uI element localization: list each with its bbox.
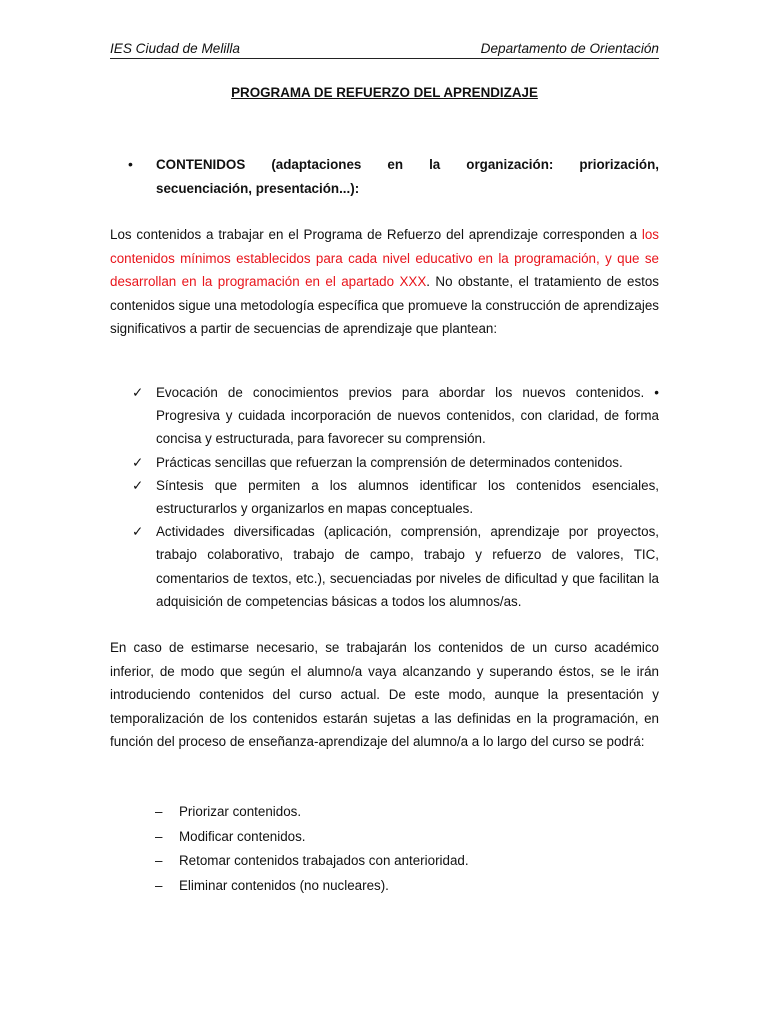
list-item-text: Retomar contenidos trabajados con anterioridad.: [179, 853, 469, 868]
dash-icon: –: [155, 853, 163, 868]
list-item: [110, 849, 659, 874]
list-item: [110, 451, 659, 474]
list-item-text: Priorizar contenidos.: [179, 804, 302, 819]
list-item: [110, 381, 659, 451]
list-item-text: Modificar contenidos.: [179, 828, 306, 844]
intro-text-start: Los contenidos a trabajar en el Programa de Refuerzo del aprendizaje corresponden a: [110, 227, 642, 242]
page-header: [110, 40, 659, 59]
section-heading: [110, 153, 659, 200]
list-item-text: Eliminar contenidos (no nucleares).: [179, 877, 389, 893]
list-item: [110, 800, 659, 825]
intro-paragraph: [110, 223, 659, 341]
section-heading-text: [156, 153, 659, 200]
intro-text-end: . No obstante, el tratamiento de estos contenidos sigue una metodología específica que promueve la construcción de aprendizajes significativos a partir de secuencias de aprendizaje que plantean:: [110, 274, 659, 336]
dash-list: [110, 800, 659, 898]
section-heading-line2: secuenciación, presentación...):: [156, 180, 360, 196]
intro-highlight: los contenidos mínimos establecidos para cada nivel educativo en la programación, y que se desarrollan en la programación en el apartado XXX: [110, 227, 659, 289]
section-heading-line1: CONTENIDOS (adaptaciones en la organización: priorización,: [156, 157, 659, 172]
list-item-text: Síntesis que permiten a los alumnos identificar los contenidos esenciales, estructurarlos y organizarlos en mapas conceptuales.: [156, 477, 659, 517]
second-paragraph: En caso de estimarse necesario, se trabajarán los contenidos de un curso académico inferior, de modo que según el alumno/a vaya alcanzando y superando éstos, se le irán introduciendo contenidos del curso actual. De este modo, aunque la presentación y temporalización de los contenidos estarán sujetas a las definidas en la programación, en función del proceso de enseñanza-aprendizaje del alumno/a a lo largo del curso se podrá:: [110, 640, 659, 749]
checkmark-icon: ✓: [132, 454, 144, 470]
checkmark-icon: ✓: [132, 385, 144, 400]
header-department: Departamento de Orientación: [480, 41, 659, 56]
dash-icon: –: [155, 828, 163, 844]
list-item: [110, 825, 659, 850]
bullet-icon: •: [128, 156, 133, 172]
list-item-text: Evocación de conocimientos previos para abordar los nuevos contenidos. • Progresiva y cuidada incorporación de nuevos contenidos, con claridad, de forma concisa y estructurada, para favorecer su comprensión.: [156, 385, 659, 447]
list-item: [110, 474, 659, 520]
checkmark-icon: ✓: [132, 524, 144, 540]
list-item-text: Prácticas sencillas que refuerzan la comprensión de determinados contenidos.: [156, 454, 623, 470]
list-item: [110, 520, 659, 613]
document-title: PROGRAMA DE REFUERZO DEL APRENDIZAJE: [231, 85, 538, 100]
header-school: IES Ciudad de Melilla: [110, 41, 240, 56]
list-item: [110, 874, 659, 899]
dash-icon: –: [155, 877, 163, 893]
checkmark-icon: ✓: [132, 477, 144, 493]
dash-icon: –: [155, 804, 163, 819]
list-item-text: Actividades diversificadas (aplicación, comprensión, aprendizaje por proyectos, trabajo colaborativo, trabajo de campo, trabajo y refuerzo de valores, TIC, comentarios de textos, etc.), secuenciadas por niveles de dificultad y que facilitan la adquisición de competencias básicas a todos los alumnos/as.: [156, 524, 659, 609]
checklist: [110, 381, 659, 613]
